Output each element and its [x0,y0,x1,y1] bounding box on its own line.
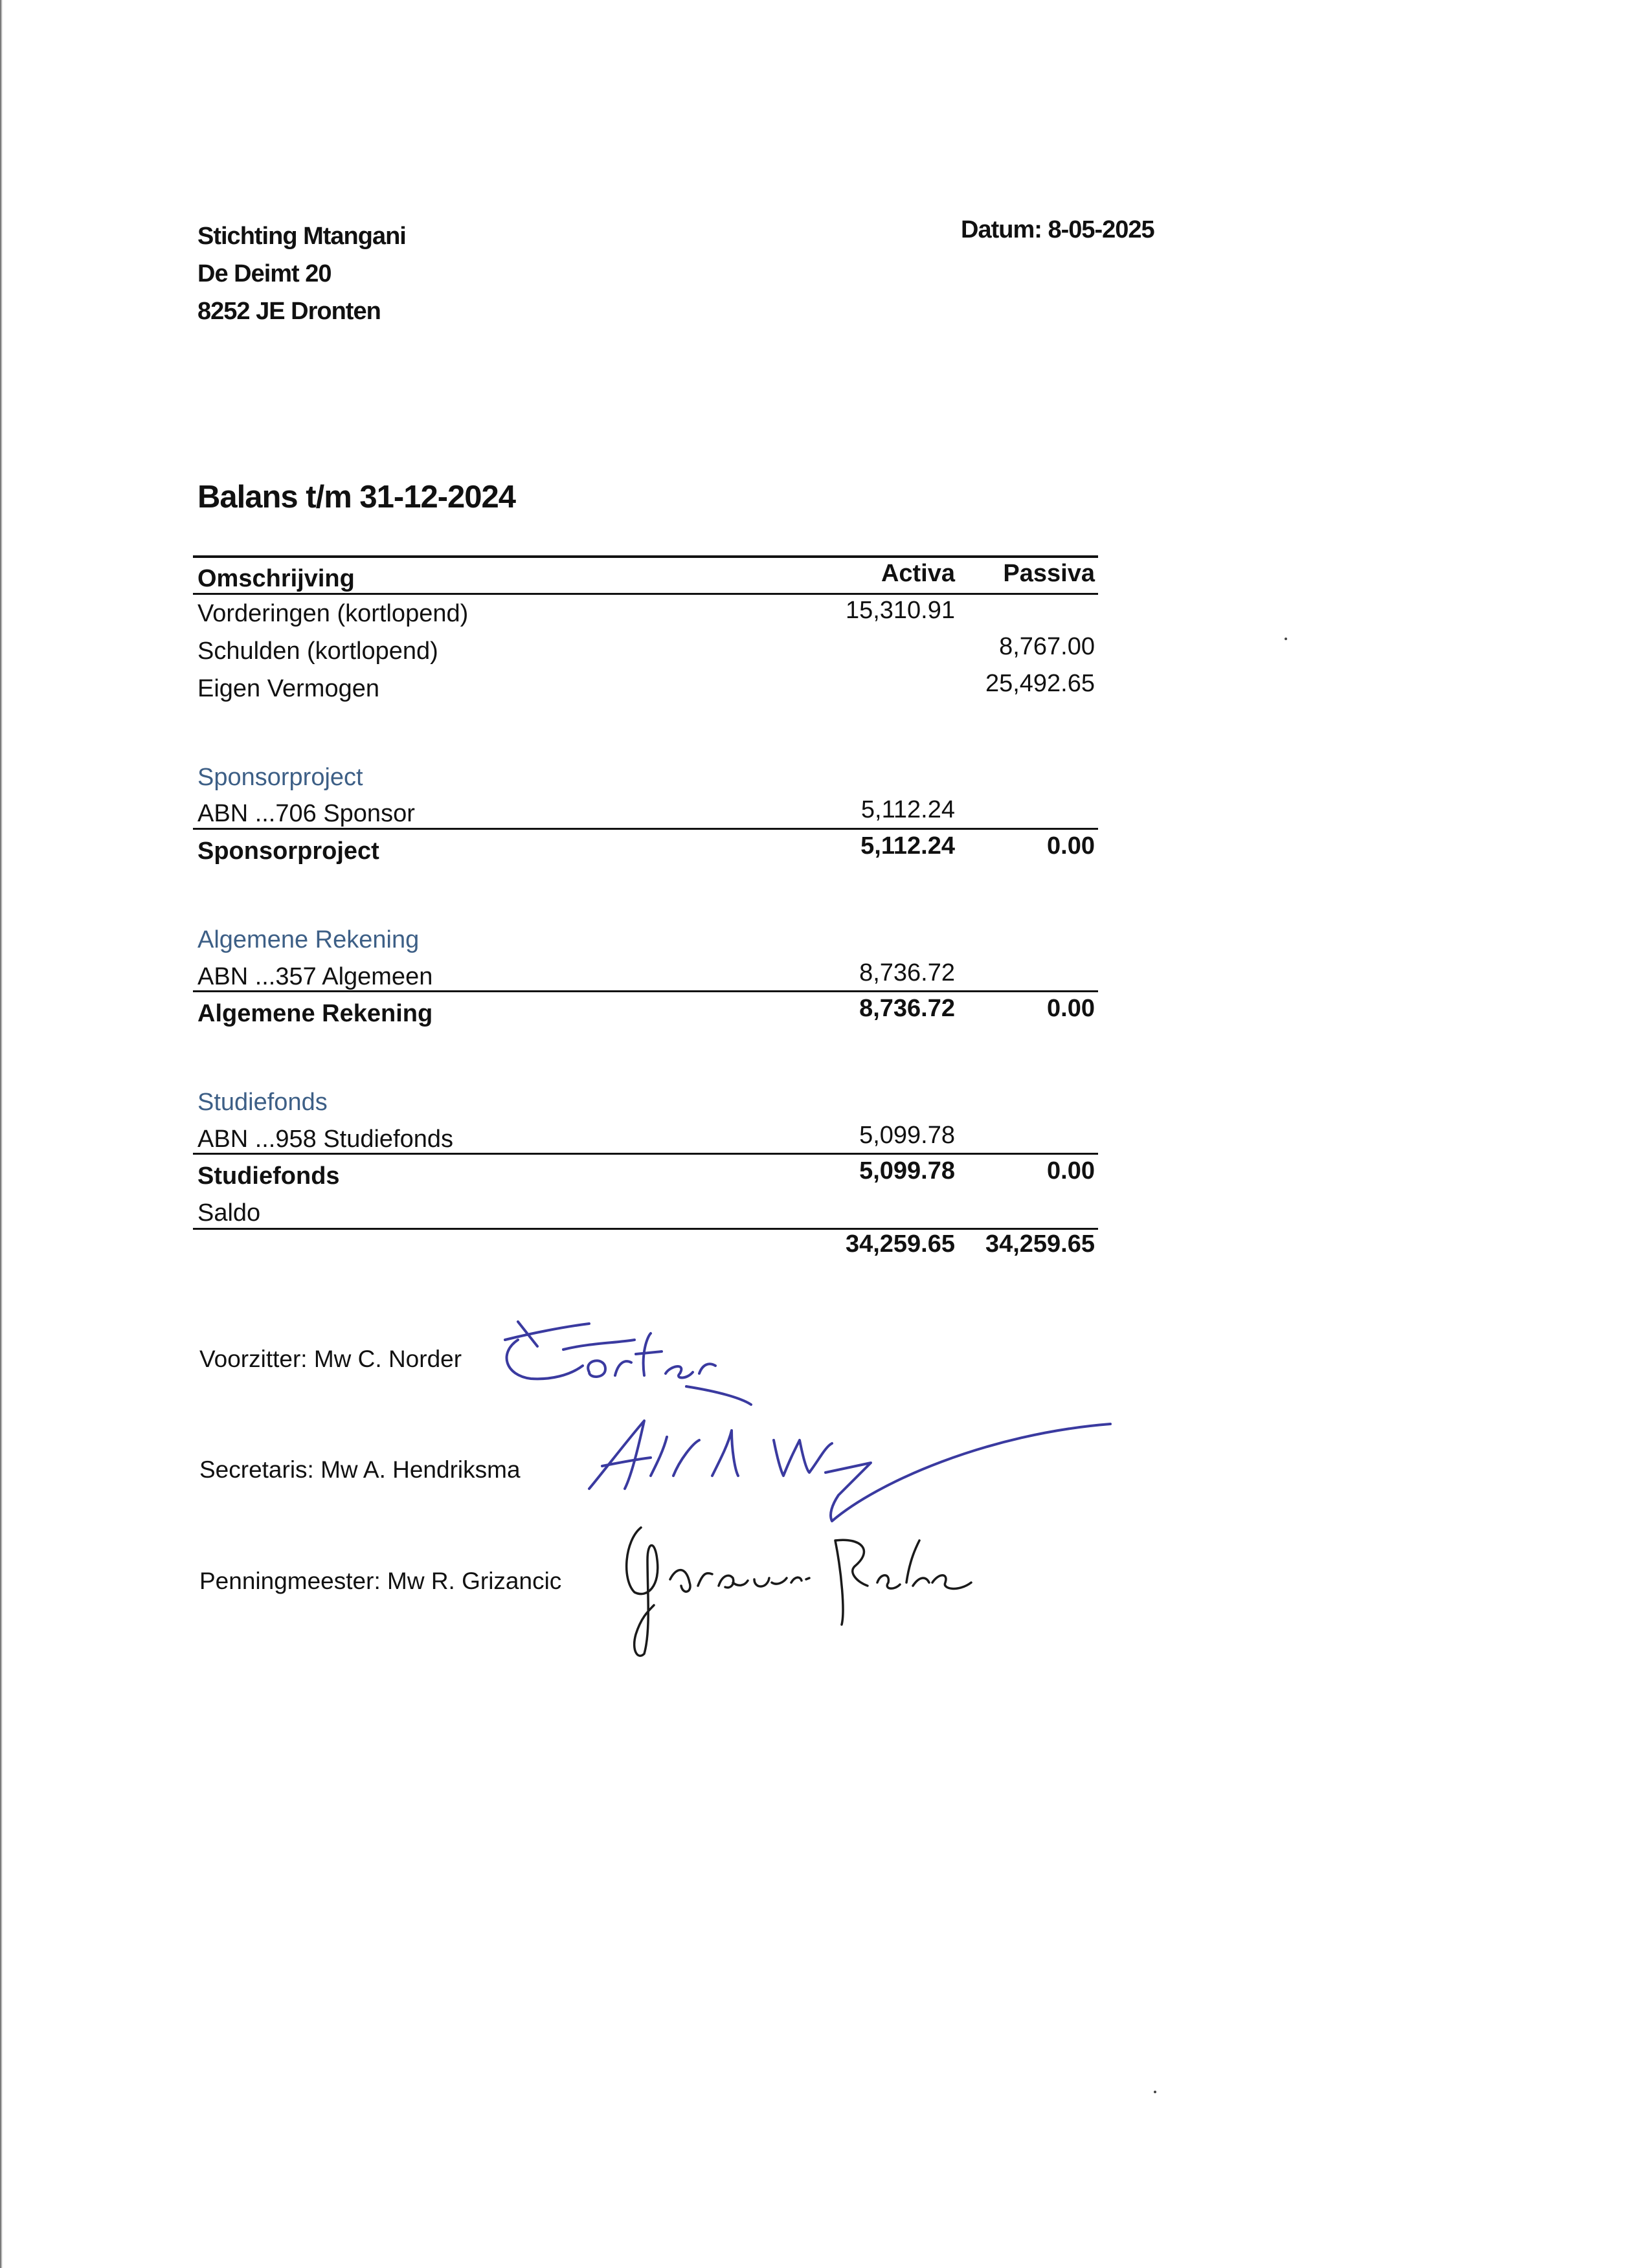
row-label: Eigen Vermogen [197,675,379,702]
account-activa: 5,112.24 [860,796,955,823]
totals-rule [193,1228,1098,1230]
subtotal-label: Sponsorproject [197,838,379,865]
subtotal-label: Algemene Rekening [197,1000,433,1027]
document-date: Datum: 8-05-2025 [961,216,1154,243]
signature-treasurer [622,1521,984,1663]
scan-speck [1154,2091,1156,2093]
header-rule [193,593,1098,595]
section-heading: Studiefonds [197,1089,328,1116]
account-label: ABN ...706 Sponsor [197,800,415,827]
organisation-city: 8252 JE Dronten [197,298,381,325]
row-label: Vorderingen (kortlopend) [197,600,469,627]
account-label: ABN ...958 Studiefonds [197,1126,454,1153]
subtotal-passiva: 0.00 [1047,832,1095,860]
header-description: Omschrijving [197,565,355,592]
account-label: ABN ...357 Algemeen [197,963,433,990]
signature-label-treasurer: Penningmeester: Mw R. Grizancic [199,1568,562,1594]
section-heading: Sponsorproject [197,764,363,791]
row-passiva: 8,767.00 [999,633,1095,660]
subtotal-rule [193,828,1098,830]
organisation-name: Stichting Mtangani [197,223,406,250]
total-passiva: 34,259.65 [985,1230,1095,1258]
account-activa: 8,736.72 [859,959,955,986]
subtotal-activa: 5,099.78 [859,1157,955,1184]
account-activa: 5,099.78 [859,1122,955,1149]
header-activa: Activa [881,560,955,587]
scan-speck [1285,638,1287,640]
subtotal-passiva: 0.00 [1047,995,1095,1022]
row-label: Schulden (kortlopend) [197,638,438,665]
organisation-street: De Deimt 20 [197,260,331,287]
document-title: Balans t/m 31-12-2024 [197,480,516,515]
saldo-label: Saldo [197,1199,261,1227]
table-top-rule [193,555,1098,558]
header-passiva: Passiva [1003,560,1095,587]
subtotal-passiva: 0.00 [1047,1157,1095,1184]
subtotal-activa: 8,736.72 [859,995,955,1022]
signature-chair [492,1314,764,1411]
row-passiva: 25,492.65 [985,670,1095,697]
total-activa: 34,259.65 [845,1230,955,1258]
signature-label-chair: Voorzitter: Mw C. Norder [199,1346,462,1372]
row-activa: 15,310.91 [845,597,955,624]
signature-secretary [586,1398,1117,1528]
subtotal-rule [193,990,1098,992]
signature-label-secretary: Secretaris: Mw A. Hendriksma [199,1456,521,1483]
section-heading: Algemene Rekening [197,926,420,953]
subtotal-activa: 5,112.24 [860,832,955,860]
subtotal-rule [193,1153,1098,1155]
subtotal-label: Studiefonds [197,1162,340,1190]
